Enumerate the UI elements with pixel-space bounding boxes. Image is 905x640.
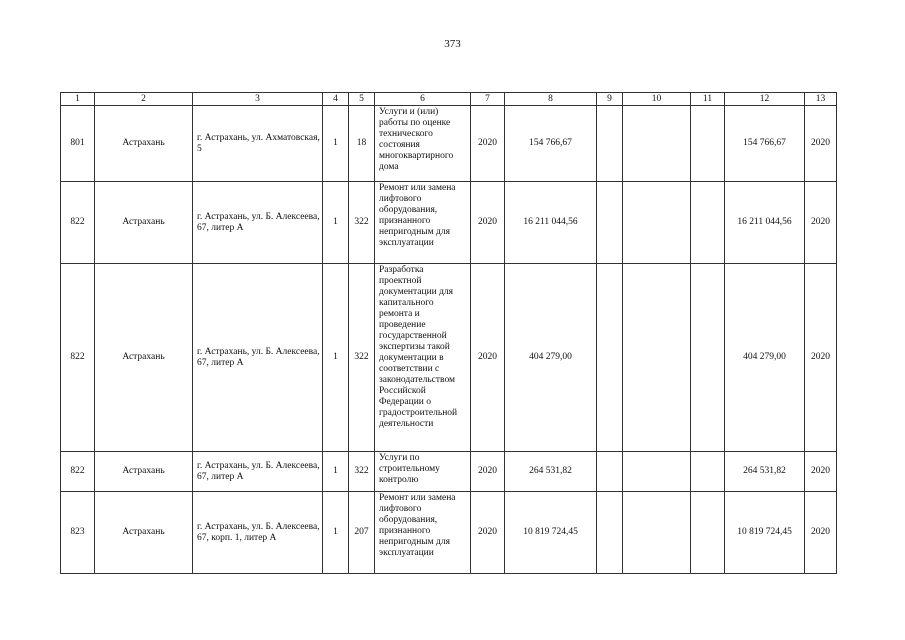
cell-total-cost: 10 819 724,45 <box>505 492 597 574</box>
cell-year: 2020 <box>471 452 505 492</box>
cell-col4: 1 <box>323 106 349 182</box>
cell-col5: 322 <box>349 264 375 452</box>
cell-col12: 264 531,82 <box>725 452 805 492</box>
cell-completion-year: 2020 <box>805 106 837 182</box>
cell-col5: 322 <box>349 452 375 492</box>
column-header: 7 <box>471 93 505 106</box>
cell-col5: 322 <box>349 182 375 264</box>
cell-completion-year: 2020 <box>805 452 837 492</box>
cell-total-cost: 404 279,00 <box>505 264 597 452</box>
cell-completion-year: 2020 <box>805 264 837 452</box>
cell-col5: 18 <box>349 106 375 182</box>
cell-col10 <box>623 182 691 264</box>
cell-col12: 404 279,00 <box>725 264 805 452</box>
table-row <box>61 492 837 574</box>
cell-year: 2020 <box>471 182 505 264</box>
header-row <box>61 93 837 106</box>
cell-col11 <box>691 182 725 264</box>
cell-col10 <box>623 452 691 492</box>
cell-total-cost: 264 531,82 <box>505 452 597 492</box>
cell-year: 2020 <box>471 106 505 182</box>
cell-number: 823 <box>61 492 95 574</box>
cell-total-cost: 154 766,67 <box>505 106 597 182</box>
cell-municipality: Астрахань <box>95 182 193 264</box>
column-header: 4 <box>323 93 349 106</box>
cell-work-type: Услуги и (или) работы по оценке технического состояния многоквартирного дома <box>375 106 471 182</box>
cell-col9 <box>597 264 623 452</box>
column-header: 2 <box>95 93 193 106</box>
cell-work-type: Ремонт или замена лифтового оборудования, признанного непригодным для эксплуатации <box>375 492 471 574</box>
cell-col11 <box>691 492 725 574</box>
cell-address: г. Астрахань, ул. Б. Алексеева, 67, литер А <box>193 182 323 264</box>
column-header: 9 <box>597 93 623 106</box>
cell-municipality: Астрахань <box>95 106 193 182</box>
table-row <box>61 182 837 264</box>
column-header: 12 <box>725 93 805 106</box>
cell-work-type: Ремонт или замена лифтового оборудования, признанного непригодным для эксплуатации <box>375 182 471 264</box>
cell-col5: 207 <box>349 492 375 574</box>
column-header: 11 <box>691 93 725 106</box>
cell-col11 <box>691 452 725 492</box>
cell-address: г. Астрахань, ул. Б. Алексеева, 67, литер А <box>193 452 323 492</box>
cell-address: г. Астрахань, ул. Б. Алексеева, 67, корп. 1, литер А <box>193 492 323 574</box>
table-row <box>61 106 837 182</box>
cell-number: 822 <box>61 182 95 264</box>
column-header: 1 <box>61 93 95 106</box>
cell-col4: 1 <box>323 264 349 452</box>
cell-completion-year: 2020 <box>805 492 837 574</box>
cell-col4: 1 <box>323 452 349 492</box>
cell-number: 822 <box>61 264 95 452</box>
column-header: 13 <box>805 93 837 106</box>
column-header: 3 <box>193 93 323 106</box>
column-header: 6 <box>375 93 471 106</box>
register-table <box>60 92 837 574</box>
table-row <box>61 452 837 492</box>
cell-col11 <box>691 264 725 452</box>
column-header: 5 <box>349 93 375 106</box>
cell-work-type: Разработка проектной документации для капитального ремонта и проведение государственной экспертизы такой документации в соответствии с законодательством Российской Федерации о градостроительной деятельности <box>375 264 471 452</box>
cell-municipality: Астрахань <box>95 264 193 452</box>
cell-col10 <box>623 106 691 182</box>
cell-number: 801 <box>61 106 95 182</box>
cell-col9 <box>597 452 623 492</box>
column-header: 8 <box>505 93 597 106</box>
cell-col9 <box>597 106 623 182</box>
cell-col9 <box>597 492 623 574</box>
cell-col4: 1 <box>323 182 349 264</box>
cell-address: г. Астрахань, ул. Б. Алексеева, 67, литер А <box>193 264 323 452</box>
cell-col12: 10 819 724,45 <box>725 492 805 574</box>
cell-year: 2020 <box>471 492 505 574</box>
cell-work-type: Услуги по строительному контролю <box>375 452 471 492</box>
cell-col10 <box>623 492 691 574</box>
cell-municipality: Астрахань <box>95 492 193 574</box>
cell-number: 822 <box>61 452 95 492</box>
cell-total-cost: 16 211 044,56 <box>505 182 597 264</box>
table-row <box>61 264 837 452</box>
cell-year: 2020 <box>471 264 505 452</box>
cell-col12: 16 211 044,56 <box>725 182 805 264</box>
cell-address: г. Астрахань, ул. Ахматовская, 5 <box>193 106 323 182</box>
page-number: 373 <box>444 38 461 50</box>
column-header: 10 <box>623 93 691 106</box>
cell-col9 <box>597 182 623 264</box>
cell-municipality: Астрахань <box>95 452 193 492</box>
cell-completion-year: 2020 <box>805 182 837 264</box>
cell-col10 <box>623 264 691 452</box>
cell-col12: 154 766,67 <box>725 106 805 182</box>
cell-col11 <box>691 106 725 182</box>
cell-col4: 1 <box>323 492 349 574</box>
